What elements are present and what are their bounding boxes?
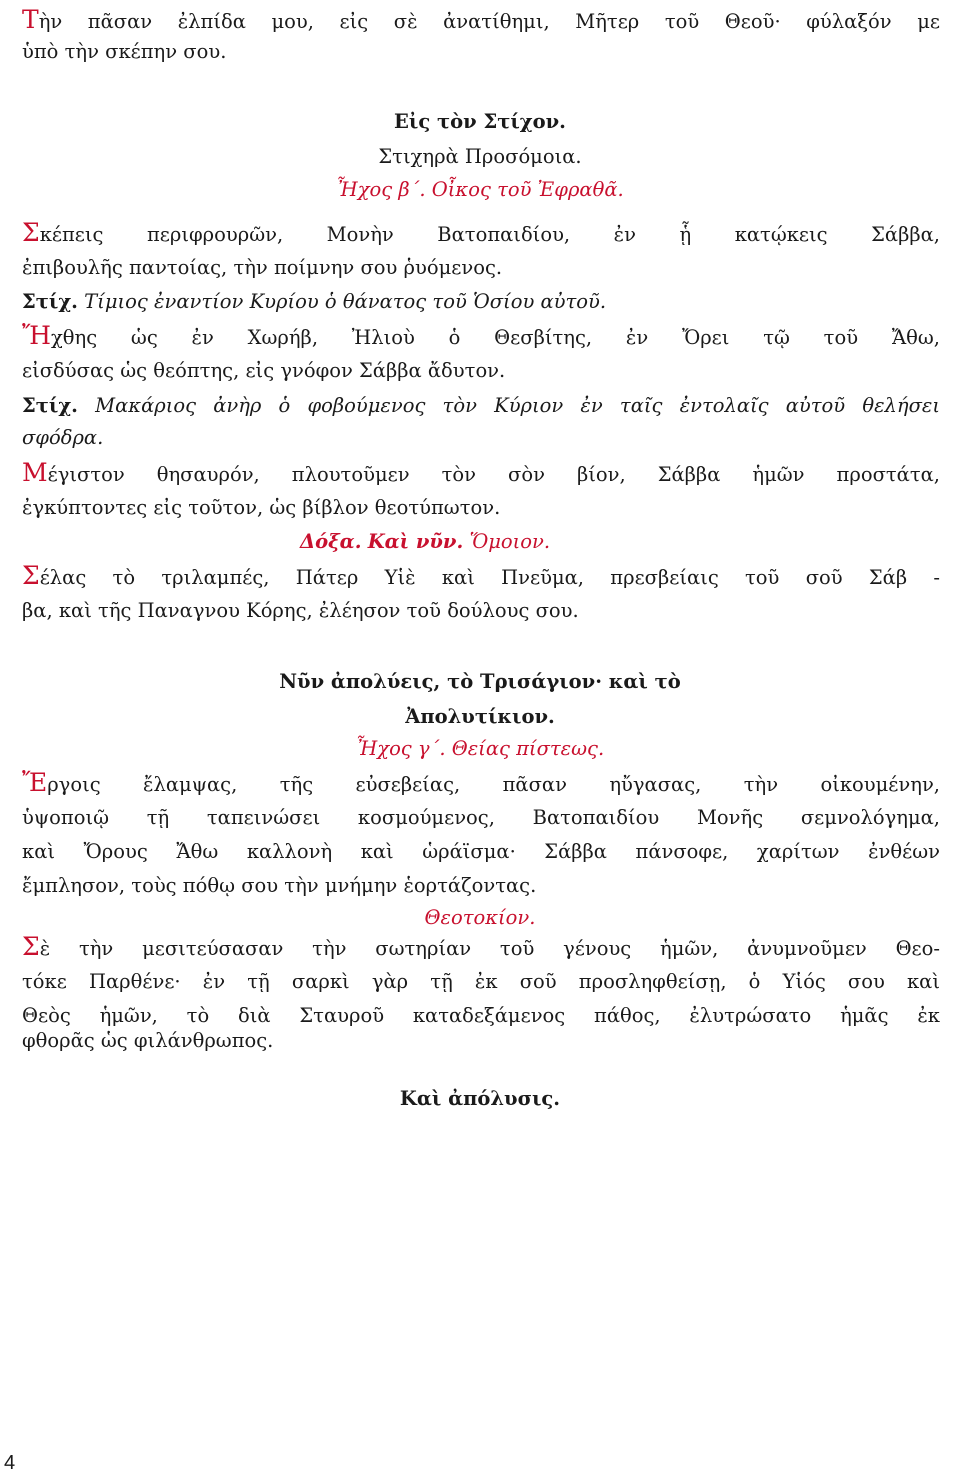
drop-cap: Σ: [22, 218, 40, 247]
apolytikion-line-2: ὑψοποιῷ τῇ ταπεινώσει κοσμούμενος, Βατοπαιδίου Μονῆς σεμνολόγημα,: [22, 806, 940, 829]
drop-cap: Ἤ: [22, 321, 51, 350]
verse-2: [22, 392, 940, 420]
verse-text: Μακάριος ἀνὴρ ὁ φοβούμενος τὸν Κύριον ἐν ταῖς ἐντολαῖς αὐτοῦ θελήσει: [95, 394, 941, 417]
sticheron-2-line-2: εἰσδύσας ὡς θεόπτης, εἰς γνόφον Σάββα ἄδυτον.: [22, 359, 506, 382]
theotokion-line-1: Σὲ τὴν μεσιτεύσασαν τὴν σωτηρίαν τοῦ γένους ἡμῶν, ἀνυμνοῦμεν Θεο-: [22, 932, 940, 961]
sticheron-4-line-1: Σέλας τὸ τριλαμπές, Πάτερ Υἱὲ καὶ Πνεῦμα, πρεσβείαις τοῦ σοῦ Σάβ -: [22, 561, 940, 590]
theotokion-title: Θεοτοκίον.: [424, 906, 536, 929]
doxa-label: Δόξα.: [300, 530, 362, 553]
theotokion-line-4: φθορᾶς ὡς φιλάνθρωπος.: [22, 1029, 274, 1052]
tone-heading-3: Ἦχος γ΄. Θείας πίστεως.: [355, 737, 605, 760]
verse-1: [22, 288, 606, 316]
verse-label: Στίχ.: [22, 290, 78, 313]
verse-text: Τίμιος ἐναντίον Κυρίου ὁ θάνατος τοῦ Ὁσίου αὐτοῦ.: [84, 290, 607, 313]
sticheron-2-line-1: Ἤχθης ὡς ἐν Χωρήβ, Ἠλιοὺ ὁ Θεσβίτης, ἐν Ὄρει τῷ τοῦ Ἄθω,: [22, 321, 940, 350]
sticheron-3-line-1: Μέγιστον θησαυρόν, πλουτοῦμεν τὸν σὸν βίον, Σάββα ἡμῶν προστάτα,: [22, 458, 940, 487]
verse-label: Στίχ.: [22, 394, 78, 417]
sticheron-1-line-1: Σκέπεις περιφρουρῶν, Μονὴν Βατοπαιδίου, ἐν ᾗ κατῴκεις Σάββα,: [22, 218, 940, 247]
sticheron-3-line-2: ἐγκύπτοντες εἰς τοῦτον, ὡς βίβλον θεοτύπωτον.: [22, 496, 501, 519]
section-heading: Εἰς τὸν Στίχον.: [394, 110, 566, 133]
stichera-title: Στιχηρὰ Προσόμοια.: [378, 145, 582, 168]
sticheron-4-line-2: βα, καὶ τῆς Παναγνου Κόρης, ἐλέησον τοῦ δούλους σου.: [22, 599, 579, 622]
dismissal-heading: Καὶ ἀπόλυσις.: [399, 1087, 561, 1110]
sticheron-1-line-2: ἐπιβουλῆς παντοίας, τὴν ποίμνην σου ῥυόμενος.: [22, 256, 503, 279]
page-number: 4: [4, 1452, 16, 1474]
drop-cap: Τ: [22, 5, 39, 34]
top-prayer-line-2: ὑπὸ τὴν σκέπην σου.: [22, 40, 227, 63]
theotokion-line-2: τόκε Παρθένε· ἐν τῇ σαρκὶ γὰρ τῇ ἐκ σοῦ προσληφθείσῃ, ὁ Υἱός σου καὶ: [22, 970, 940, 993]
tone-heading: Ἦχος β΄. Οἶκος τοῦ Ἐφραθᾶ.: [336, 178, 624, 201]
omoion-label: Ὅμοιον.: [469, 530, 551, 553]
top-prayer-line-1: Τὴν πᾶσαν ἐλπίδα μου, εἰς σὲ ἀνατίθημι, Μῆτερ τοῦ Θεοῦ· φύλαξόν με: [22, 5, 940, 34]
drop-cap: Μ: [22, 458, 48, 487]
kai-nyn-label: Καὶ νῦν.: [367, 530, 464, 553]
drop-cap: Σ: [22, 932, 40, 961]
apolytikion-title: Ἀπολυτίκιον.: [405, 705, 555, 728]
nyn-apolyeis-heading: Νῦν ἀπολύεις, τὸ Τρισάγιον· καὶ τὸ: [279, 670, 681, 693]
doxa-kai-nyn: [300, 528, 550, 556]
verse-2-continuation: σφόδρα.: [22, 426, 104, 449]
theotokion-line-3: Θεὸς ἡμῶν, τὸ διὰ Σταυροῦ καταδεξάμενος πάθος, ἐλυτρώσατο ἡμᾶς ἐκ: [22, 1004, 940, 1027]
apolytikion-line-3: καὶ Ὄρους Ἄθω καλλονὴ καὶ ὡράϊσμα· Σάββα πάνσοφε, χαρίτων ἐνθέων: [22, 840, 940, 863]
apolytikion-line-4: ἔμπλησον, τοὺς πόθῳ σου τὴν μνήμην ἑορτάζοντας.: [22, 874, 537, 897]
apolytikion-line-1: Ἔργοις ἔλαμψας, τῆς εὐσεβείας, πᾶσαν ηὔγασας, τὴν οἰκουμένην,: [22, 768, 940, 797]
drop-cap: Ἔ: [22, 768, 48, 797]
drop-cap: Σ: [22, 561, 40, 590]
